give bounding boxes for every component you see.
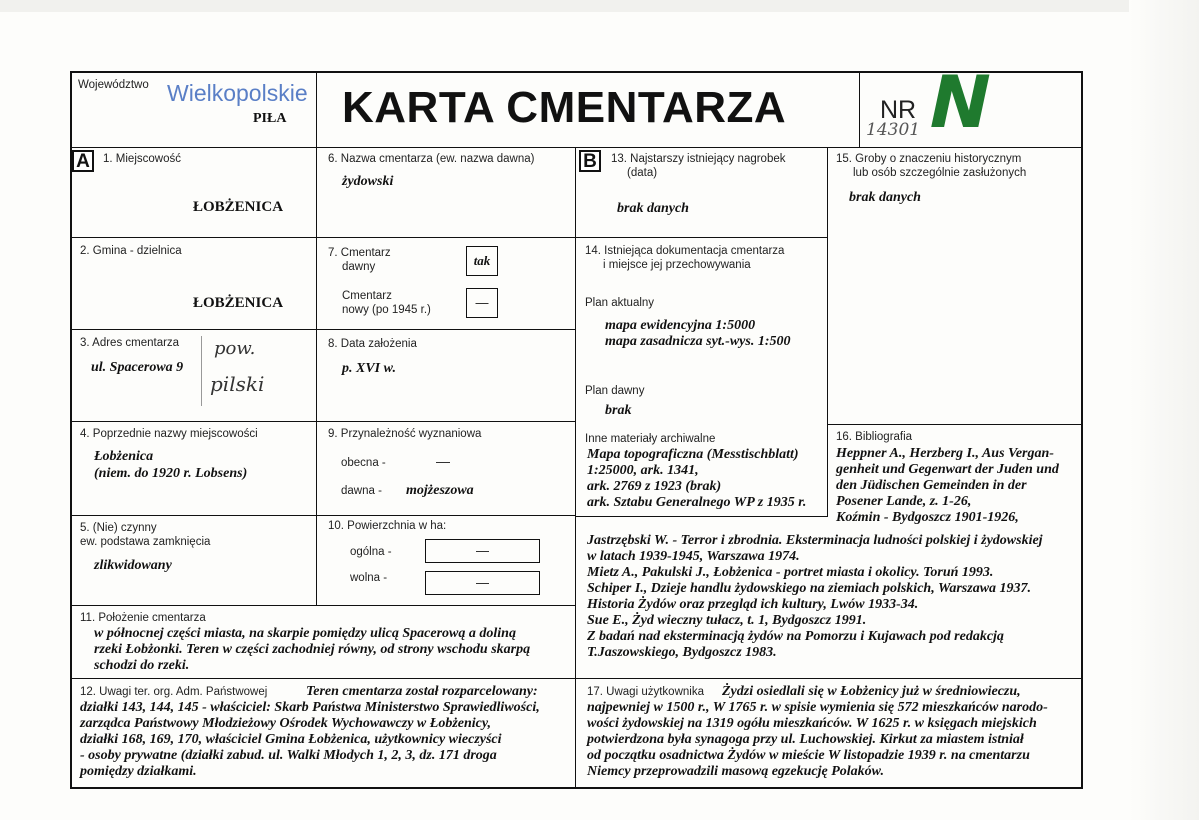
f5-label-2: ew. podstawa zamknięcia (80, 536, 211, 548)
f7-label-3: Cmentarz (342, 290, 392, 302)
f9-value-former: mojżeszowa (406, 483, 474, 498)
f11-line: rzeki Łobżonki. Teren w części zachodniej równy, od strony wschodu skarpą (94, 642, 531, 657)
f1-value: ŁOBŻENICA (193, 199, 284, 215)
f17-label: 17. Uwagi użytkownika (587, 686, 704, 698)
scan-right-edge (1129, 0, 1199, 820)
nr-handwritten: 14301 (866, 120, 921, 140)
f17-line: najpewniej w 1500 r., W 1765 r. w spisie wymienia się 572 mieszkańców narodo- (587, 700, 1048, 715)
f16-line: Heppner A., Herzberg I., Aus Vergan- (836, 446, 1054, 461)
f11-label: 11. Położenie cmentarza (80, 612, 206, 624)
f3-value: ul. Spacerowa 9 (91, 360, 184, 375)
f10-sub-free: wolna - (350, 572, 388, 584)
f3-handwritten-county: pow. (214, 338, 256, 359)
f14-other-line: ark. 2769 z 1923 (brak) (587, 479, 722, 494)
f9-label: 9. Przynależność wyznaniowa (328, 428, 482, 440)
f3-pencil-line (201, 336, 202, 406)
f12-line: pomiędzy działkami. (80, 764, 197, 779)
f10-sub-total: ogólna - (350, 546, 392, 558)
f16-line: den Jüdischen Gemeinden in der (836, 478, 1027, 493)
f10-free-box (425, 571, 540, 595)
f12-line: działki 168, 169, 170, właściciel Gmina Łobżenica, użytkownicy wieczyści (80, 732, 502, 747)
f7-label-2: dawny (342, 261, 376, 273)
voivodeship-stamp: Wielkopolskie (167, 80, 308, 106)
f4-label: 4. Poprzednie nazwy miejscowości (80, 428, 258, 440)
district-value: PIŁA (253, 111, 287, 126)
f17-line: Żydzi osiedlali się w Łobżenicy już w średniowieczu, (722, 684, 1021, 699)
f1-label: 1. Miejscowość (103, 153, 181, 165)
f15-label-2: lub osób szczególnie zasłużonych (853, 167, 1027, 179)
rule-row3 (70, 421, 576, 422)
rule-col3 (827, 147, 828, 517)
f16-line: genheit und Gegenwart der Juden und (836, 462, 1059, 477)
f7-label-1: 7. Cmentarz (328, 247, 391, 259)
f3-handwritten-name: pilski (210, 372, 265, 396)
f16-wide-line: Historia Żydów oraz przegląd ich kultury, Lwów 1933-34. (587, 597, 919, 612)
f14-other-label: Inne materiały archiwalne (585, 433, 716, 445)
f14-other-line: 1:25000, ark. 1341, (587, 463, 699, 478)
f14-label-1: 14. Istniejąca dokumentacja cmentarza (585, 245, 785, 257)
f7-new-value: — (475, 295, 489, 310)
f15-label-1: 15. Groby o znaczeniu historycznym (836, 153, 1022, 165)
f16-line: Posener Lande, z. 1-26, (836, 494, 972, 509)
f17-line: Niemcy przeprowadzili masową egzekucję Polaków. (587, 764, 884, 779)
f11-line: w północnej części miasta, na skarpie pomiędzy ulicą Spacerową a doliną (94, 626, 516, 641)
rule-row6 (70, 678, 1083, 679)
f16-wide-line: Z badań nad eksterminacją żydów na Pomorzu i Kujawach pod redakcją (587, 629, 1004, 644)
f7-new-box (466, 288, 498, 318)
f6-value: żydowski (342, 174, 394, 189)
f15-value: brak danych (849, 190, 921, 205)
f13-label-2: (data) (627, 167, 658, 179)
f16-wide-line: Schiper I., Dzieje handlu żydowskiego na ziemiach polskich, Warszawa 1937. (587, 581, 1032, 596)
f16-wide-line: T.Jaszowskiego, Bydgoszcz 1983. (587, 645, 777, 660)
card-title: KARTA CMENTARZA (342, 83, 787, 132)
f8-value: p. XVI w. (342, 361, 396, 376)
f7-old-box (466, 246, 498, 276)
nr-green-mark: N (921, 60, 1000, 144)
f14-other-line: ark. Sztabu Generalnego WP z 1935 r. (587, 495, 807, 510)
voivodeship-label: Województwo (78, 79, 149, 91)
f17-line: potwierdzona była synagoga przy ul. Luchowskiej. Kirkut za miastem istniał (587, 732, 1024, 747)
rule-col1 (316, 71, 317, 605)
f7-label-4: nowy (po 1945 r.) (342, 304, 431, 316)
f12-line: Teren cmentarza został rozparcelowany: (306, 684, 538, 699)
f14-label-2: i miejsce jej przechowywania (603, 259, 751, 271)
f16-wide-line: Sue E., Żyd wieczny tułacz, t. 1, Bydgoszcz 1991. (587, 613, 867, 628)
f14-plan-current-1: mapa ewidencyjna 1:5000 (605, 318, 756, 333)
f10-total-value: — (476, 543, 489, 558)
rule-row4 (70, 515, 576, 516)
f10-label: 10. Powierzchnia w ha: (328, 520, 447, 532)
nr-label: NR (880, 96, 917, 124)
rule-nr (859, 71, 860, 147)
f14-other-line: Mapa topograficzna (Messtischblatt) (587, 447, 799, 462)
rule-row5 (70, 605, 576, 606)
f16-line: Koźmin - Bydgoszcz 1901-1926, (836, 510, 1019, 525)
f3-label: 3. Adres cmentarza (80, 337, 180, 349)
f16-wide-line: w latach 1939-1945, Warszawa 1974. (587, 549, 800, 564)
f9-sub-former: dawna - (341, 485, 382, 497)
rule-header (70, 147, 1083, 148)
f17-line: od początku osadnictwa Żydów w mieście W listopadzie 1939 r. na cmentarzu (587, 748, 1030, 763)
rule-row1 (70, 237, 828, 238)
f11-line: schodzi do rzeki. (94, 658, 190, 673)
f2-value: ŁOBŻENICA (193, 295, 284, 311)
f4-value-1: Łobżenica (94, 449, 154, 464)
f9-sub-current: obecna - (341, 457, 386, 469)
f2-label: 2. Gmina - dzielnica (80, 245, 182, 257)
section-b-letter: B (579, 150, 601, 172)
f4-value-2: (niem. do 1920 r. Lobsens) (94, 466, 248, 481)
rule-f14-bottom (575, 516, 828, 517)
rule-mid (575, 147, 576, 789)
f14-plan-old-label: Plan dawny (585, 385, 645, 397)
f8-label: 8. Data założenia (328, 338, 417, 350)
f10-total-box (425, 539, 540, 563)
f12-line: działki 143, 144, 145 - właściciel: Skarb Państwa Ministerstwo Sprawiedliwości, (80, 700, 540, 715)
f13-value: brak danych (617, 201, 689, 216)
scan-top-edge (0, 0, 1199, 12)
rule-row2 (70, 329, 576, 330)
f5-value: zlikwidowany (94, 558, 172, 573)
f12-line: - osoby prywatne (działki zabud. ul. Walki Młodych 1, 2, 3, dz. 171 droga (80, 748, 497, 763)
f14-plan-old-value: brak (605, 403, 632, 418)
section-a-letter: A (72, 150, 94, 172)
f16-wide-line: Mietz A., Pakulski J., Łobżenica - portret miasta i okolicy. Toruń 1993. (587, 565, 994, 580)
f14-plan-current-2: mapa zasadnicza syt.-wys. 1:500 (605, 334, 791, 349)
f5-label-1: 5. (Nie) czynny (80, 522, 157, 534)
f16-wide-line: Jastrzębski W. - Terror i zbrodnia. Eksterminacja ludności polskiej i żydowskiej (587, 533, 1043, 548)
f12-label: 12. Uwagi ter. org. Adm. Państwowej (80, 686, 268, 698)
f14-plan-current-label: Plan aktualny (585, 297, 655, 309)
f6-label: 6. Nazwa cmentarza (ew. nazwa dawna) (328, 153, 535, 165)
rule-f16 (827, 424, 1083, 425)
f10-free-value: — (476, 575, 489, 590)
f16-label: 16. Bibliografia (836, 431, 913, 443)
f7-old-value: tak (473, 253, 491, 268)
f13-label-1: 13. Najstarszy istniejący nagrobek (611, 153, 786, 165)
f9-value-current: — (436, 453, 450, 469)
f12-line: zarządca Państwowy Młodzieżowy Ośrodek Wychowawczy w Łobżenicy, (80, 716, 492, 731)
f17-line: wości żydowskiej na 1319 ogółu mieszkańców. W 1625 r. w księgach miejskich (587, 716, 1037, 731)
